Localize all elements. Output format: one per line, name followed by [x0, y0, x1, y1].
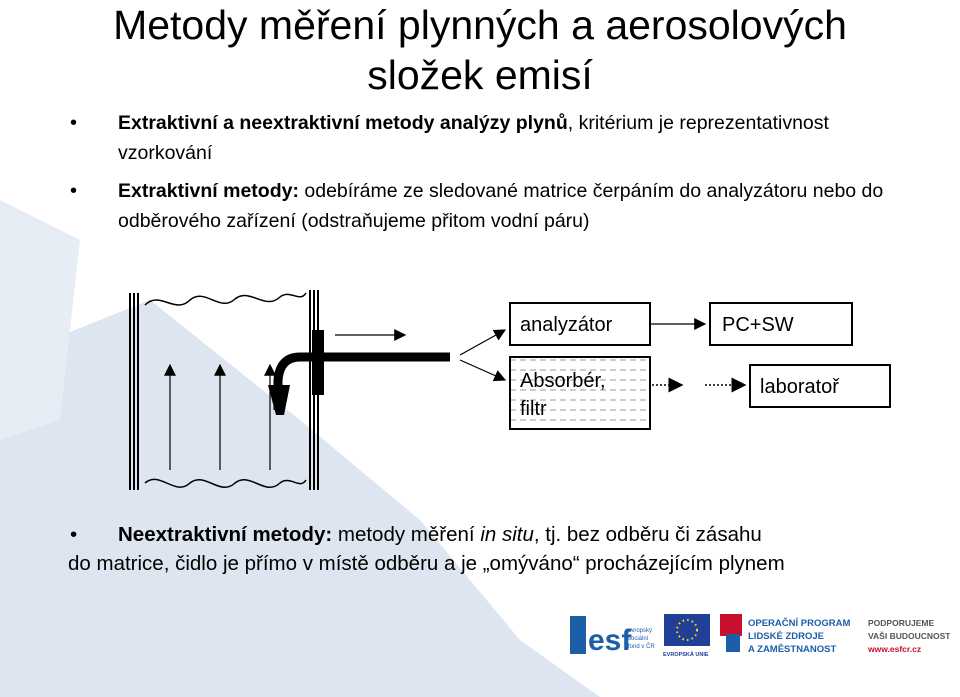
sampling-diagram: [120, 285, 910, 510]
funding-logos: [570, 608, 950, 668]
probe-flange: [312, 330, 324, 395]
probe-tube: [278, 357, 450, 410]
bullet3-text1: metody měření: [332, 523, 481, 546]
pcsw-label: PC+SW: [722, 314, 794, 336]
svg-text:www.esfcr.cz: www.esfcr.cz: [868, 644, 922, 654]
eu-text: EVROPSKÁ UNIE: [663, 652, 709, 658]
support-logo: [867, 618, 950, 654]
laborator-label: laboratoř: [760, 376, 839, 398]
branch-arrow-down: [460, 360, 505, 380]
bullet-nonextractive: [70, 520, 950, 578]
absorber-label-2: filtr: [520, 398, 547, 420]
duct-bottom-wave: [145, 479, 306, 487]
duct-top-wave: [145, 293, 306, 305]
analyzator-label: analyzátor: [520, 314, 613, 336]
bullet-text: , kritérium je reprezentativnost vzorkování: [118, 112, 829, 164]
svg-text:evropský: evropský: [628, 628, 653, 634]
op-logo: [720, 614, 850, 655]
eu-flag-logo: [663, 614, 710, 658]
duct-left-wall: [130, 293, 138, 490]
page-title: [0, 0, 960, 100]
svg-text:A ZAMĚSTNANOST: A ZAMĚSTNANOST: [748, 644, 837, 655]
branch-arrow-up: [460, 330, 505, 355]
esf-logo: [570, 616, 655, 657]
probe-nozzle: [268, 385, 290, 415]
bullet-item: [70, 108, 900, 168]
svg-text:OPERAČNÍ PROGRAM: OPERAČNÍ PROGRAM: [748, 618, 851, 629]
bullet-list: [70, 108, 900, 244]
bullet-bold: Extraktivní a neextraktivní metody analýzy plynů: [118, 112, 568, 134]
bullet-text: odebíráme ze sledované matrice čerpáním do analyzátoru nebo do odběrového zařízení (odstraňujeme přitom vodní páru): [118, 180, 884, 232]
svg-text:sociální: sociální: [628, 636, 649, 642]
bullet3-italic: in situ: [480, 523, 534, 546]
title-line-2: složek emisí: [367, 52, 593, 98]
svg-text:VAŠI BUDOUCNOST: VAŠI BUDOUCNOST: [868, 631, 950, 641]
esf-text: esf: [588, 624, 632, 657]
absorber-label-1: Absorbér,: [520, 370, 606, 392]
bullet-bold: Extraktivní metody:: [118, 180, 299, 202]
svg-text:fond v ČR: fond v ČR: [628, 644, 655, 650]
bullet3-line2: do matrice, čidlo je přímo v místě odběru a je „omýváno“ procházejícím plynem: [68, 552, 785, 575]
bullet3-text2: , tj. bez odběru či zásahu: [533, 523, 762, 546]
bullet3-bold: Neextraktivní metody:: [118, 523, 333, 546]
svg-text:PODPORUJEME: PODPORUJEME: [868, 618, 935, 628]
bullet-item: [70, 176, 900, 236]
svg-text:LIDSKÉ ZDROJE: LIDSKÉ ZDROJE: [748, 631, 825, 642]
title-line-1: Metody měření plynných a aerosolových: [113, 2, 847, 48]
